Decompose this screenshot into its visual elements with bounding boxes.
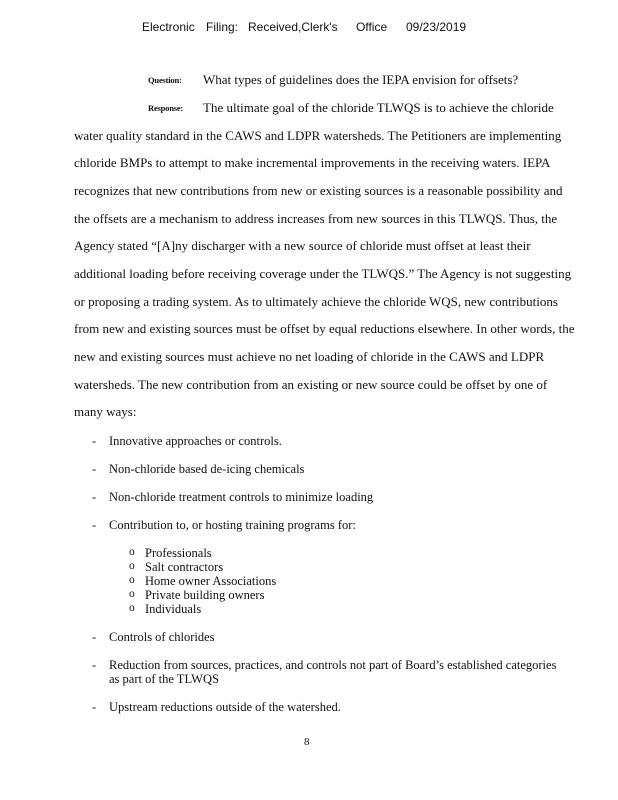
- header-received: Received,Clerk's: [248, 20, 338, 34]
- bullet-marker: -: [92, 658, 97, 672]
- response-line: new and existing sources must achieve no net loading of chloride in the CAWS and LDPR: [74, 349, 545, 364]
- sub-list-item: Professionals: [145, 546, 212, 560]
- bullet-marker: -: [92, 462, 97, 476]
- sub-list-item: Individuals: [145, 602, 202, 616]
- response-line: or proposing a trading system. As to ultimately achieve the chloride WQS, new contributions: [74, 294, 558, 309]
- response-line: Agency stated “[A]ny discharger with a new source of chloride must offset at least their: [74, 238, 531, 253]
- sub-bullet-marker: o: [129, 560, 135, 572]
- page-number: 8: [304, 736, 310, 748]
- bullet-item: Non-chloride treatment controls to minimize loading: [109, 490, 374, 504]
- bullet-item: Upstream reductions outside of the watershed.: [109, 700, 341, 714]
- response-line: many ways:: [74, 404, 137, 419]
- bullet-item: Controls of chlorides: [109, 630, 215, 644]
- header-date: 09/23/2019: [406, 20, 467, 34]
- bullet-marker: -: [92, 518, 97, 532]
- question-label: Question:: [148, 75, 182, 85]
- bullet-marker: -: [92, 700, 97, 714]
- sub-bullet-marker: o: [129, 574, 135, 586]
- bullet-item: Non-chloride based de-icing chemicals: [109, 462, 305, 476]
- bullet-item: Contribution to, or hosting training programs for:: [109, 518, 356, 532]
- question-text: What types of guidelines does the IEPA envision for offsets?: [203, 72, 519, 87]
- sub-bullet-marker: o: [129, 588, 135, 600]
- bullet-marker: -: [92, 490, 97, 504]
- filing-header: [142, 20, 466, 34]
- response-label: Response:: [148, 103, 184, 113]
- header-filing: Filing:: [206, 20, 239, 34]
- response-line: additional loading before receiving coverage under the TLWQS.” The Agency is not suggesting: [74, 266, 572, 281]
- response-line: chloride BMPs to attempt to make incremental improvements in the receiving waters. IEPA: [74, 155, 551, 170]
- response-line: from new and existing sources must be offset by equal reductions elsewhere. In other words, the: [74, 321, 575, 336]
- sub-list-item: Salt contractors: [145, 560, 224, 574]
- bullet-marker: -: [92, 434, 97, 448]
- response-line: recognizes that new contributions from new or existing sources is a reasonable possibility and: [74, 183, 563, 198]
- response-line: the offsets are a mechanism to address increases from new sources in this TLWQS. Thus, the: [74, 211, 558, 226]
- sub-list-item: Private building owners: [145, 588, 265, 602]
- bullet-item: Reduction from sources, practices, and controls not part of Board’s established categories: [109, 658, 557, 672]
- header-office: Office: [356, 20, 388, 34]
- sub-bullet-marker: o: [129, 546, 135, 558]
- response-line: water quality standard in the CAWS and LDPR watersheds. The Petitioners are implementing: [74, 128, 562, 143]
- bullet-item-continuation: as part of the TLWQS: [109, 672, 219, 686]
- sub-bullet-marker: o: [129, 602, 135, 614]
- response-first-line: The ultimate goal of the chloride TLWQS is to achieve the chloride: [203, 100, 554, 115]
- header-electronic: Electronic: [142, 20, 195, 34]
- sub-list-item: Home owner Associations: [145, 574, 277, 588]
- bullet-item: Innovative approaches or controls.: [109, 434, 282, 448]
- response-line: watersheds. The new contribution from an existing or new source could be offset by one of: [74, 377, 548, 392]
- bullet-marker: -: [92, 630, 97, 644]
